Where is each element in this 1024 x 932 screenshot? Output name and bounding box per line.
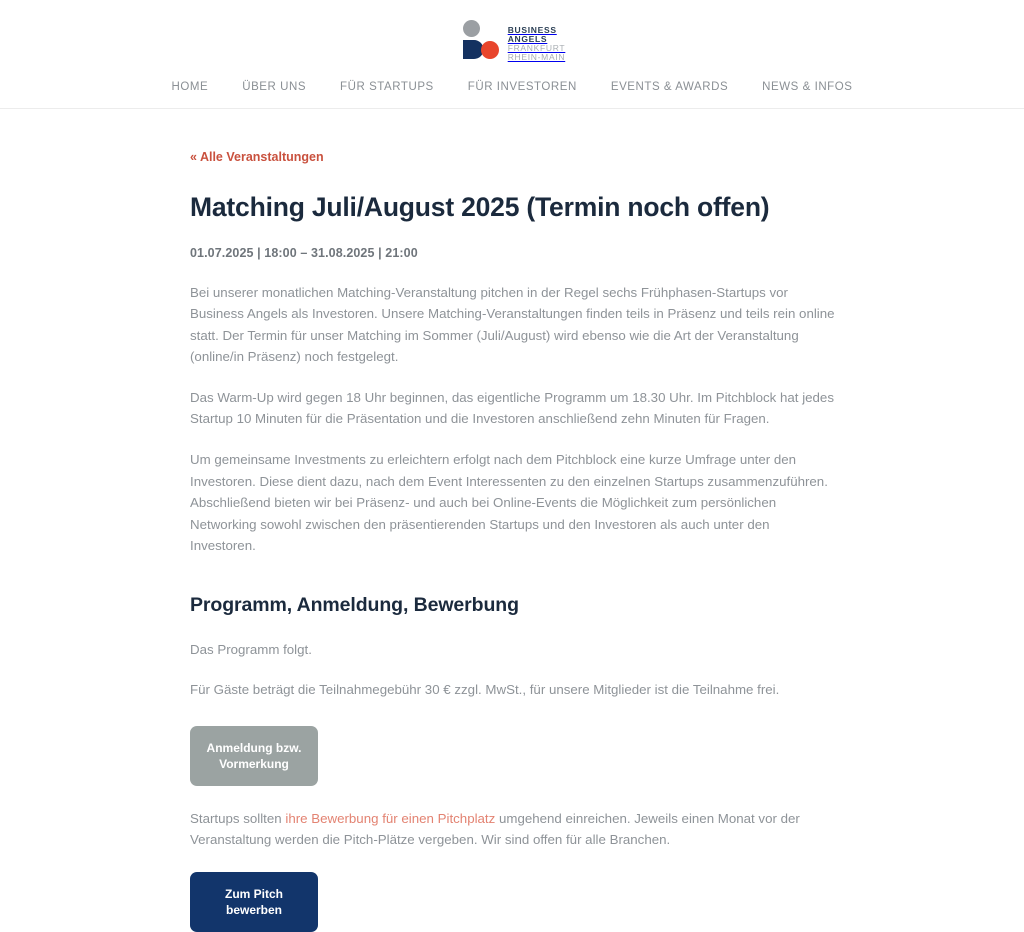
event-description-paragraph-1: Bei unserer monatlichen Matching-Veranstaltung pitchen in der Regel sechs Frühphasen-Startups vor Business Angels als Investoren. Unsere Matching-Veranstaltungen finden teils in Präsenz und teils rein online statt. Der Termin für unser Matching im Sommer (Juli/August) wird ebenso wie die Art der Veranstaltung (online/in Präsenz) noch festgelegt.	[190, 284, 835, 365]
main-content	[0, 109, 1024, 932]
back-to-all-events-link[interactable]: « Alle Veranstaltungen	[190, 150, 324, 164]
nav-item-news-infos[interactable]: NEWS & INFOS	[762, 81, 853, 93]
main-navigation	[0, 72, 1024, 108]
event-date-range: 01.07.2025 | 18:00 – 31.08.2025 | 21:00	[190, 245, 418, 260]
event-description-paragraph-2: Das Warm-Up wird gegen 18 Uhr beginnen, das eigentliche Programm um 18.30 Uhr. Im Pitchblock hat jedes Startup 10 Minuten für die Präsentation und die Investoren anschließend zehn Minuten für Fragen.	[190, 389, 834, 427]
section-heading-programm: Programm, Anmeldung, Bewerbung	[190, 593, 519, 616]
logo-line-angels: ANGELS	[507, 33, 548, 44]
logo-container	[0, 14, 1024, 72]
nav-item-fuer-startups[interactable]: FÜR STARTUPS	[340, 81, 434, 93]
programm-note: Das Programm folgt.	[190, 641, 312, 657]
nav-item-ueber-uns[interactable]: ÜBER UNS	[242, 81, 307, 93]
nav-item-events-awards[interactable]: EVENTS & AWARDS	[610, 81, 729, 93]
nav-item-fuer-investoren[interactable]: FÜR INVESTOREN	[467, 81, 577, 93]
pitch-text-before: Startups sollten	[190, 810, 286, 826]
fee-note: Für Gäste beträgt die Teilnahmegebühr 30 € zzgl. MwSt., für unsere Mitglieder ist die Teilnahme frei.	[190, 682, 780, 698]
content-container	[190, 109, 838, 932]
register-button[interactable]: Anmeldung bzw. Vormerkung	[190, 726, 318, 786]
page-title: Matching Juli/August 2025 (Termin noch offen)	[190, 192, 770, 222]
apply-for-pitch-button[interactable]: Zum Pitch bewerben	[190, 872, 318, 932]
site-header	[0, 0, 1024, 109]
nav-item-home[interactable]: HOME	[171, 81, 209, 93]
logo-line-frankfurt: FRANKFURT	[507, 42, 566, 53]
logo-line-business: BUSINESS	[507, 24, 557, 35]
business-angels-logo-icon	[459, 18, 501, 69]
logo-line-rhein-main: RHEIN-MAIN	[507, 51, 566, 62]
site-logo[interactable]	[459, 18, 566, 69]
logo-wordmark	[508, 25, 566, 62]
pitch-application-link[interactable]: ihre Bewerbung für einen Pitchplatz	[285, 810, 496, 826]
pitch-text-after: umgehend einreichen. Jeweils einen Monat vor der Veranstaltung werden die Pitch-Plätze vergeben. Wir sind offen für alle Branchen.	[190, 810, 800, 848]
pitch-application-paragraph	[190, 808, 838, 851]
event-description-paragraph-3: Um gemeinsame Investments zu erleichtern erfolgt nach dem Pitchblock eine kurze Umfrage unter den Investoren. Diese dient dazu, nach dem Event Interessenten zu den einzelnen Startups zusammenzuführen. Abschließend bieten wir bei Präsenz- und auch bei Online-Events die Möglichkeit zum persönlichen Networking sowohl zwischen den präsentierenden Startups und den Investoren als auch unter den Investoren.	[190, 451, 828, 554]
